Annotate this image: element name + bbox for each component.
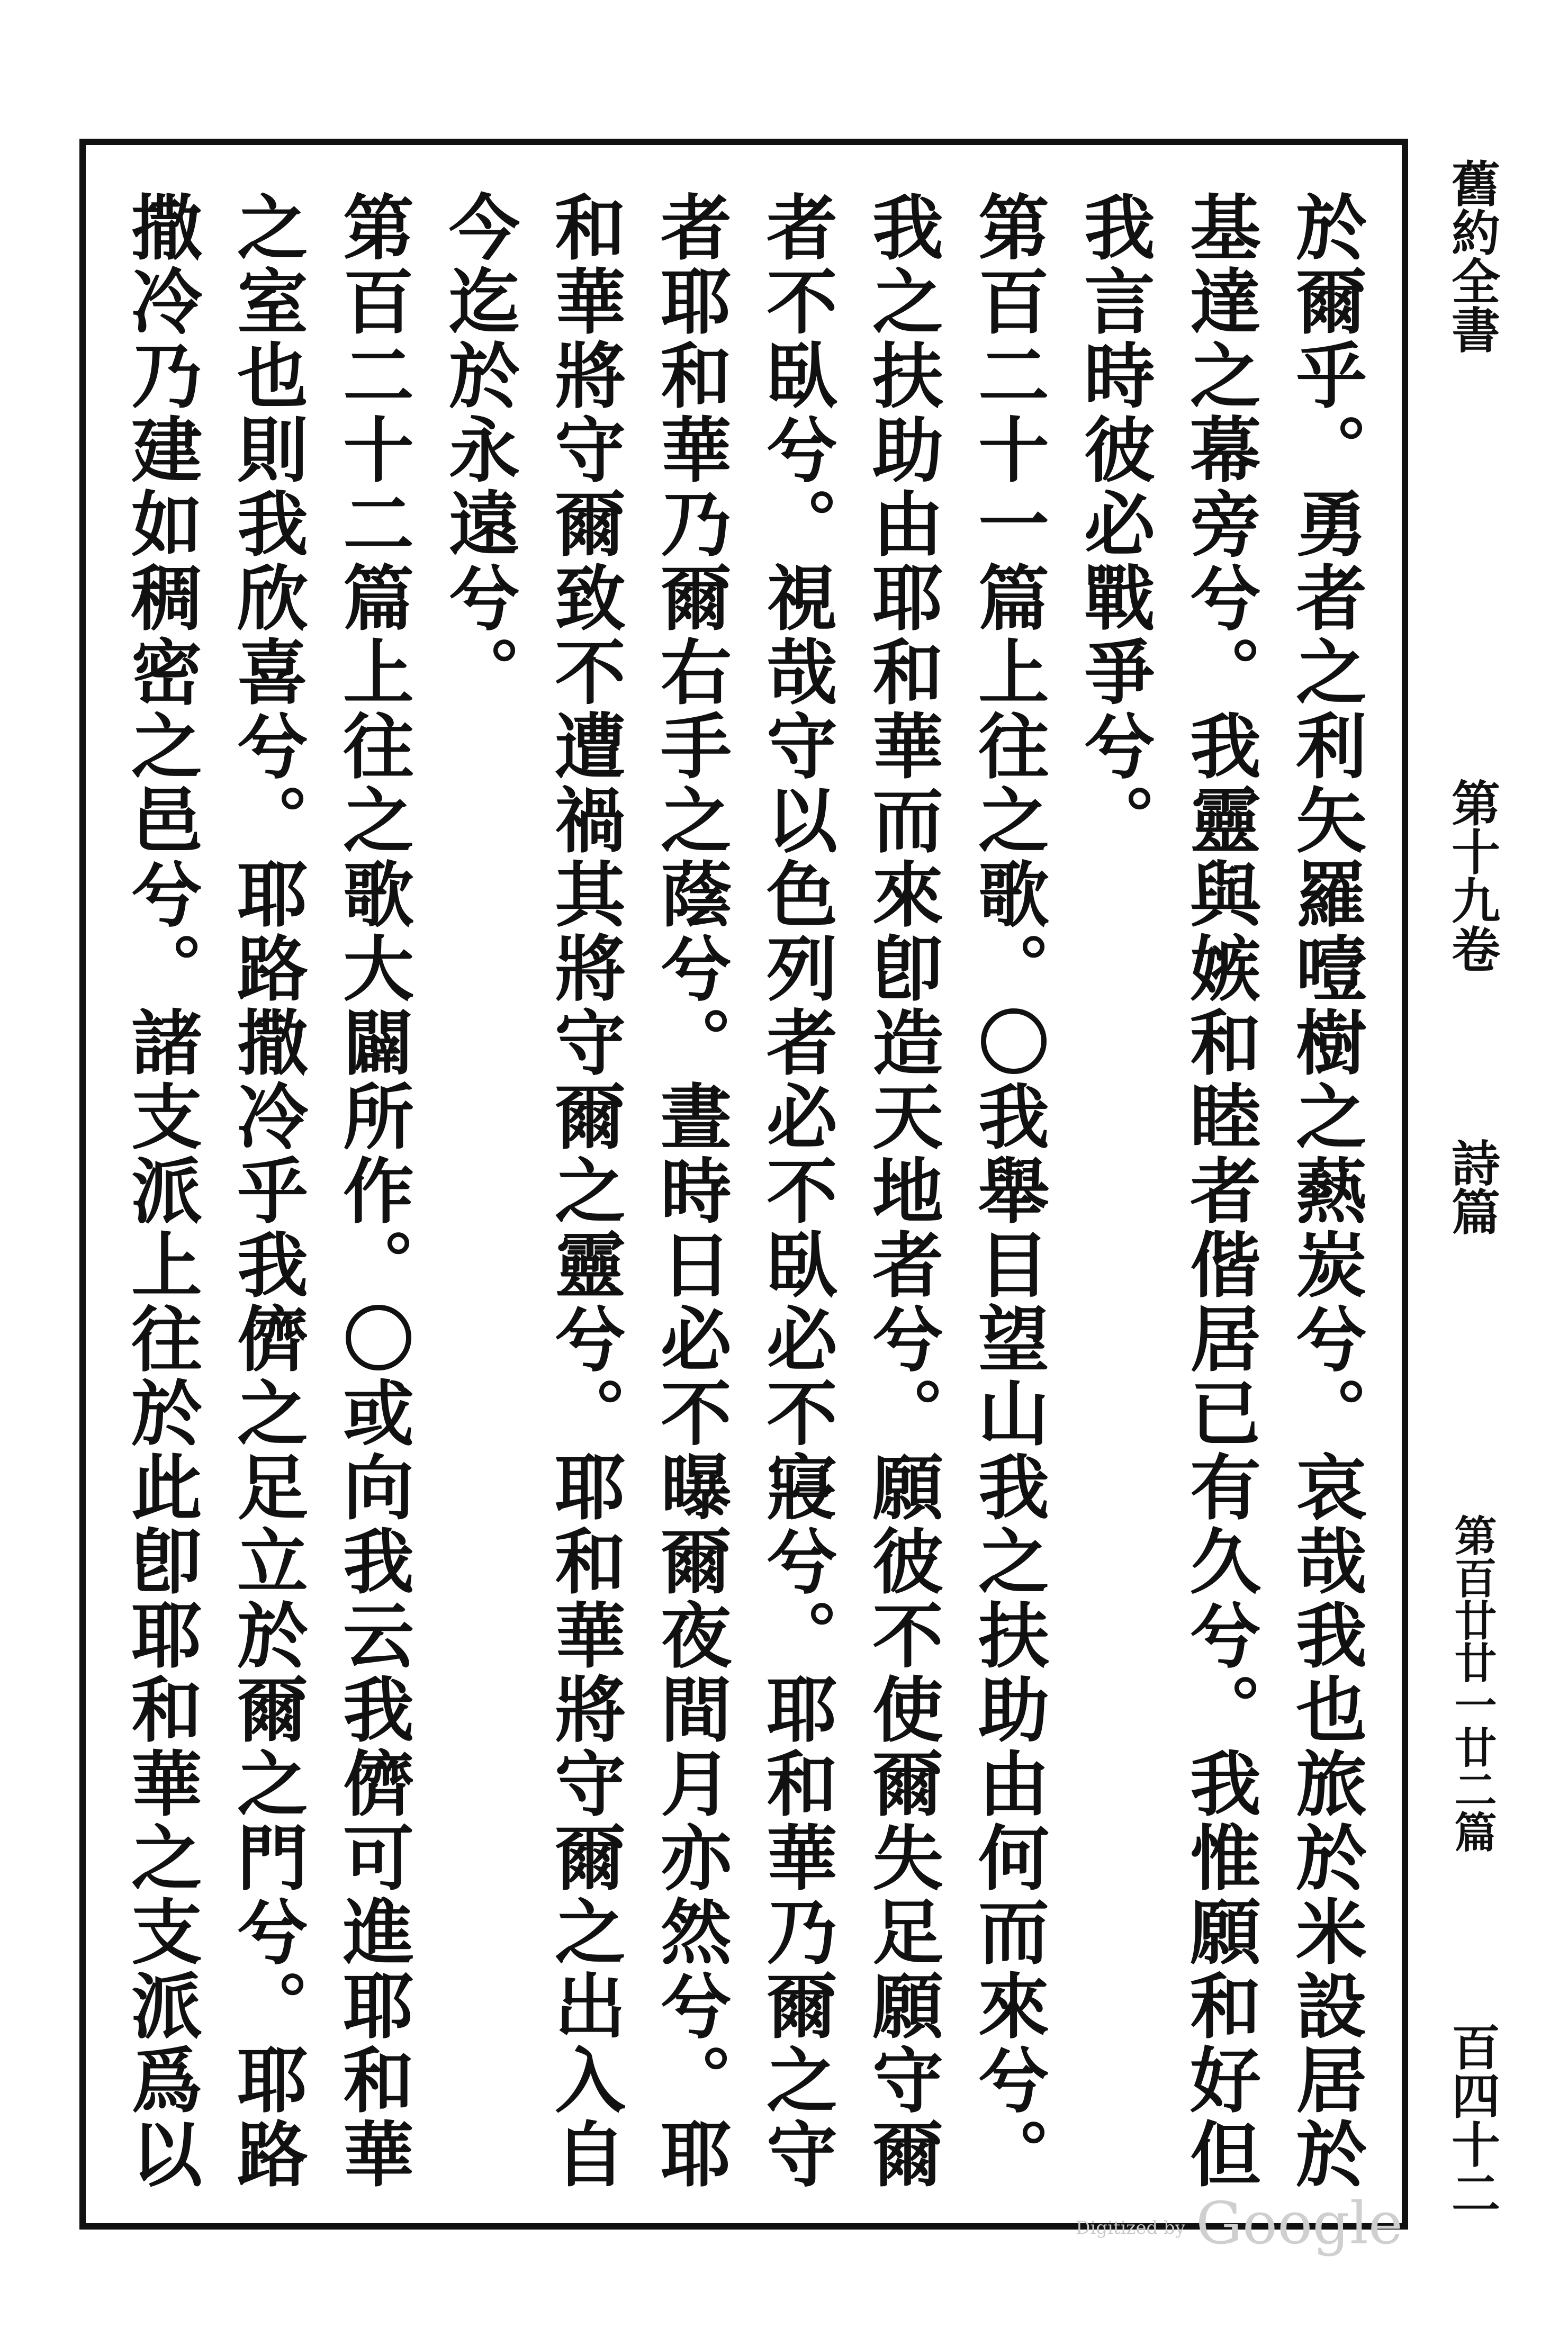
text-column-12: 撒冷乃建如稠密之邑兮。諸支派上往於此卽耶和華之支派爲以 (120, 191, 203, 2191)
section-label: 詩篇 (1444, 1138, 1500, 1235)
chapter-range: 第百廿廿一廿二篇 (1447, 1514, 1497, 1853)
book-title: 舊約全書 (1444, 159, 1500, 354)
text-column-3: 我言時彼必戰爭兮。 (1073, 191, 1156, 858)
text-column-5: 我之扶助由耶和華而來卽造天地者兮。願彼不使爾失足願守爾 (861, 191, 944, 2191)
running-header (1424, 159, 1519, 2223)
text-column-2: 基達之幕旁兮。我靈與嫉和睦者偕居已有久兮。我惟願和好但 (1178, 191, 1262, 2191)
google-logo: Google (1195, 2189, 1403, 2257)
text-column-11: 之室也則我欣喜兮。耶路撒冷乎我儕之足立於爾之門兮。耶路 (226, 191, 309, 2191)
text-column-8: 和華將守爾致不遭禍其將守爾之靈兮。耶和華將守爾之出入自 (543, 191, 627, 2191)
volume-label: 第十九卷 (1444, 778, 1500, 973)
digitized-label: Digitized by (1076, 2217, 1185, 2239)
text-column-9: 今迄於永遠兮。 (437, 191, 521, 709)
text-column-4: 第百二十一篇上往之歌。〇我舉目望山我之扶助由何而來兮。 (967, 191, 1050, 2191)
text-column-10: 第百二十二篇上往之歌大闢所作。〇或向我云我儕可進耶和華 (331, 191, 415, 2191)
text-column-6: 者不臥兮。視哉守以色列者必不臥必不寢兮。耶和華乃爾之守 (755, 191, 839, 2191)
text-column-7: 者耶和華乃爾右手之蔭兮。晝時日必不曝爾夜間月亦然兮。耶 (649, 191, 733, 2191)
digitized-by-watermark (1032, 2191, 1403, 2255)
page-number: 百四十二 (1444, 2022, 1500, 2217)
text-column-1: 於爾乎。勇者之利矢羅噎樹之爇炭兮。哀哉我也旅於米設居於 (1284, 191, 1368, 2191)
